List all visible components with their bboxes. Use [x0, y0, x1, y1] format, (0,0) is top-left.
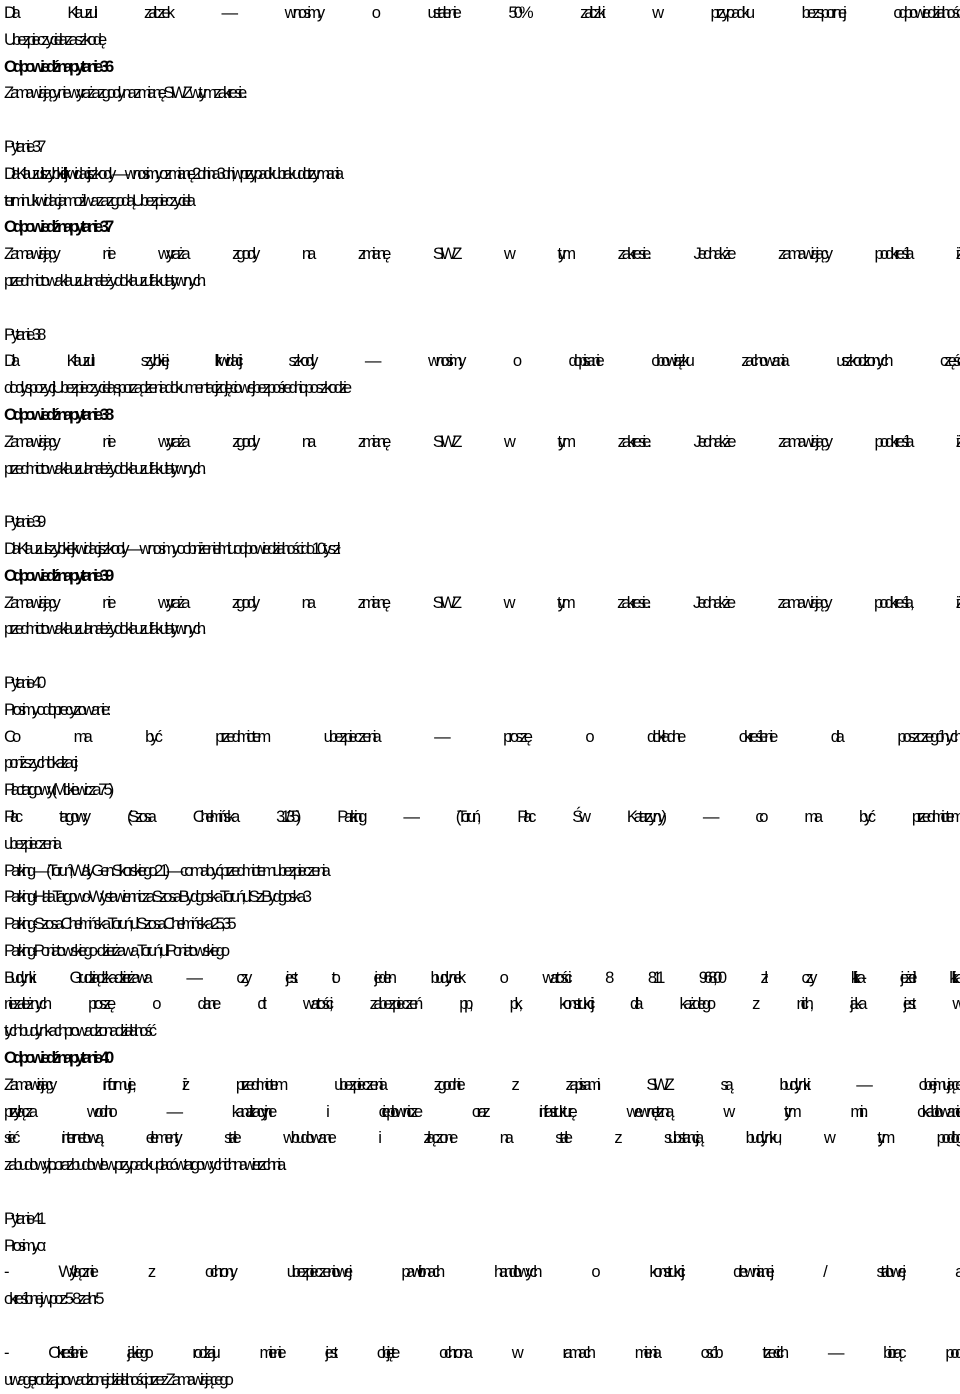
question-40-line-2: poniższych lokalizacji:	[4, 753, 75, 773]
question-38-section	[4, 322, 960, 483]
question-40-intro: Prosimy o doprecyzowanie :	[4, 699, 108, 719]
question-41-line-2: określonej w poz. 5- 8 zał nr 5	[4, 1289, 101, 1309]
answer-38-label: Odpowiedź na pytanie 38	[4, 404, 111, 424]
question-38-title: Pytanie 38	[4, 324, 43, 344]
answer-39-label: Odpowiedź na pytanie 39	[4, 565, 111, 585]
intro-line-2: Ubezpieczyciela za szkodę	[4, 29, 104, 49]
answer-40-text-4: zabudowy itp. oraz budowle w przypadku placów targowych ich nawierzchnia.	[4, 1155, 283, 1175]
answer-36-label: Odpowiedź na pytanie 36	[4, 56, 111, 76]
question-40-line-8: Parking-Szosa Chełmińska Toruń, ul. Szosa Chełmińska 25, 35	[4, 914, 233, 934]
question-41-line-1: - Wyłącznie z ochrony ubezpieczeniowej pawilonach handlowych o konstrukcji drewnianej / stalowej, a	[4, 1262, 960, 1282]
intro-section	[4, 0, 960, 107]
question-40-line-11: niezależnych proszę o dane dt wartości, zabezpieczeń pp, pk, konstrukcji dla każdego z nich, jaka jest w	[4, 994, 960, 1014]
question-41-line-3: - Określenie jakiego rodzaju mienie jest objęte ochrona w ramach mienia osób trzecich — biorąc pod	[4, 1342, 960, 1362]
spacer	[4, 643, 960, 670]
question-41-section	[4, 1206, 960, 1394]
answer-40-text-1: Zamawiający informuje, iż przedmiotem ubezpieczenia zgodnie z zapisami SIWZ są budynki — obejmujące	[4, 1074, 960, 1094]
question-37-section	[4, 134, 960, 295]
question-40-line-1: Co ma być przedmiotem ubezpieczenia — proszę o dokładne określenie dla poszczególnych,	[4, 726, 960, 746]
answer-37-text-2: przedmiotowa klauzula należy do klauzul fakultatywnych.	[4, 270, 203, 290]
question-39-title: Pytanie 39	[4, 512, 43, 532]
answer-36-text: Zamawiający nie wyraża zgody na zmianę SIWZ w tym zakresie.	[4, 83, 244, 103]
answer-37-label: Odpowiedź na pytanie 37	[4, 217, 111, 237]
question-40-line-9: Parking-Poniatowskiego - dzierżawa , Toruń, ul. Poniatowskiego	[4, 940, 227, 960]
answer-40-text-2: przyłącza wodno — kanalizacyjne i ciepłownicze oraz infrastrukturę wewnętrzną w tym m.in. okablowanie,	[4, 1101, 960, 1121]
answer-39-text-1: Zamawiający nie wyraża zgody na zmianę SIWZ w tym zakresie. Jednakże zamawiający podkreśla, iż	[4, 592, 960, 612]
question-41-title: Pytanie 41	[4, 1208, 43, 1228]
spacer	[4, 107, 960, 134]
intro-line-1: Dla Klauzuli zaliczek — wnosimy o ustalenie 50% zaliczki w przypadku bezspornej odpowiedzialności	[4, 3, 960, 22]
spacer	[4, 295, 960, 322]
spacer	[4, 1179, 960, 1206]
question-39-text-1: Dla Klauzuli szybkiej likwidacji szkody — wnosimy o obniżenie limitu odpowiedzialności do 10 tys zł.	[4, 538, 338, 558]
question-38-text-2: do dyspozycji Ubezpieczyciela, sporządzenia dokumentacji zdjęciowej bezpośrednio po szkodzie	[4, 378, 349, 398]
spacer	[4, 482, 960, 509]
question-41-intro: Prosimy o :	[4, 1235, 43, 1255]
answer-39-text-2: przedmiotowa klauzula należy do klauzul fakultatywnych.	[4, 619, 203, 639]
question-41-line-4: uwagę rodzaj prowadzonej działalności przez Zamawiającego	[4, 1369, 230, 1389]
question-37-text-2: terminu likwidacja możliwa za zgodą Ubezpieczyciela	[4, 190, 192, 210]
answer-37-text-1: Zamawiający nie wyraża zgody na zmianę SIWZ w tym zakresie. Jednakże zamawiający podkreśla iż	[4, 244, 960, 264]
spacer	[4, 1313, 960, 1340]
question-37-title: Pytanie 37	[4, 136, 43, 156]
question-38-text-1: Dla Klauzuli szybkiej likwidacji szkody — wnosimy o dopisanie obowiązku zachowania uszkodzonych części	[4, 351, 960, 371]
question-40-line-5: ubezpieczenia	[4, 833, 59, 853]
question-40-line-6: Parking — (Toruń, Wały Gen. Sikorskiego 21) — co ma być przedmiotem ubezpieczenia	[4, 860, 327, 880]
question-40-line-10: Budynki Grudziądzka-dzierżawa — czy jest to jeden budynek o wartości 8 811 968,00 zł czy kilka- jeżeli kilka	[4, 967, 960, 987]
answer-40-label: Odpowiedź na pytanie 40	[4, 1048, 111, 1068]
answer-40-text-3: sieć internetową, elementy stałe wbudowane i złączone na stałe z substancją budynku, w tym podłogi,	[4, 1128, 960, 1148]
question-40-section	[4, 670, 960, 1179]
question-40-line-7: Parking-Hala Targowo-Wystawiennicza Szosa Bydgoska Toruń, ul. Sz. Bydgoska 3	[4, 887, 308, 907]
question-40-line-4: Plac targowy (Szosa Chełmińska 31/35) Parking — (Toruń, Plac Św Katarzyny) — co ma być przedmiotem	[4, 806, 960, 826]
answer-38-text-1: Zamawiający nie wyraża zgody na zmianę SIWZ w tym zakresie. Jednakże zamawiający podkreśla iż	[4, 431, 960, 451]
question-37-text-1: Dla Klauzuli szybkiej likwidacji szkody — wnosimy o zmianę: 2 dni na 3 dni , w przypadku braku dotrzymania	[4, 163, 340, 183]
question-39-section	[4, 509, 960, 643]
answer-38-text-2: przedmiotowa klauzula należy do klauzul fakultatywnych.	[4, 458, 203, 478]
question-40-line-3: Plac targowy (Mickiewicza 75)	[4, 780, 111, 800]
question-40-title: Pytanie 40	[4, 672, 43, 692]
question-40-line-12: tych budynkach prowadzona działalność	[4, 1021, 154, 1041]
